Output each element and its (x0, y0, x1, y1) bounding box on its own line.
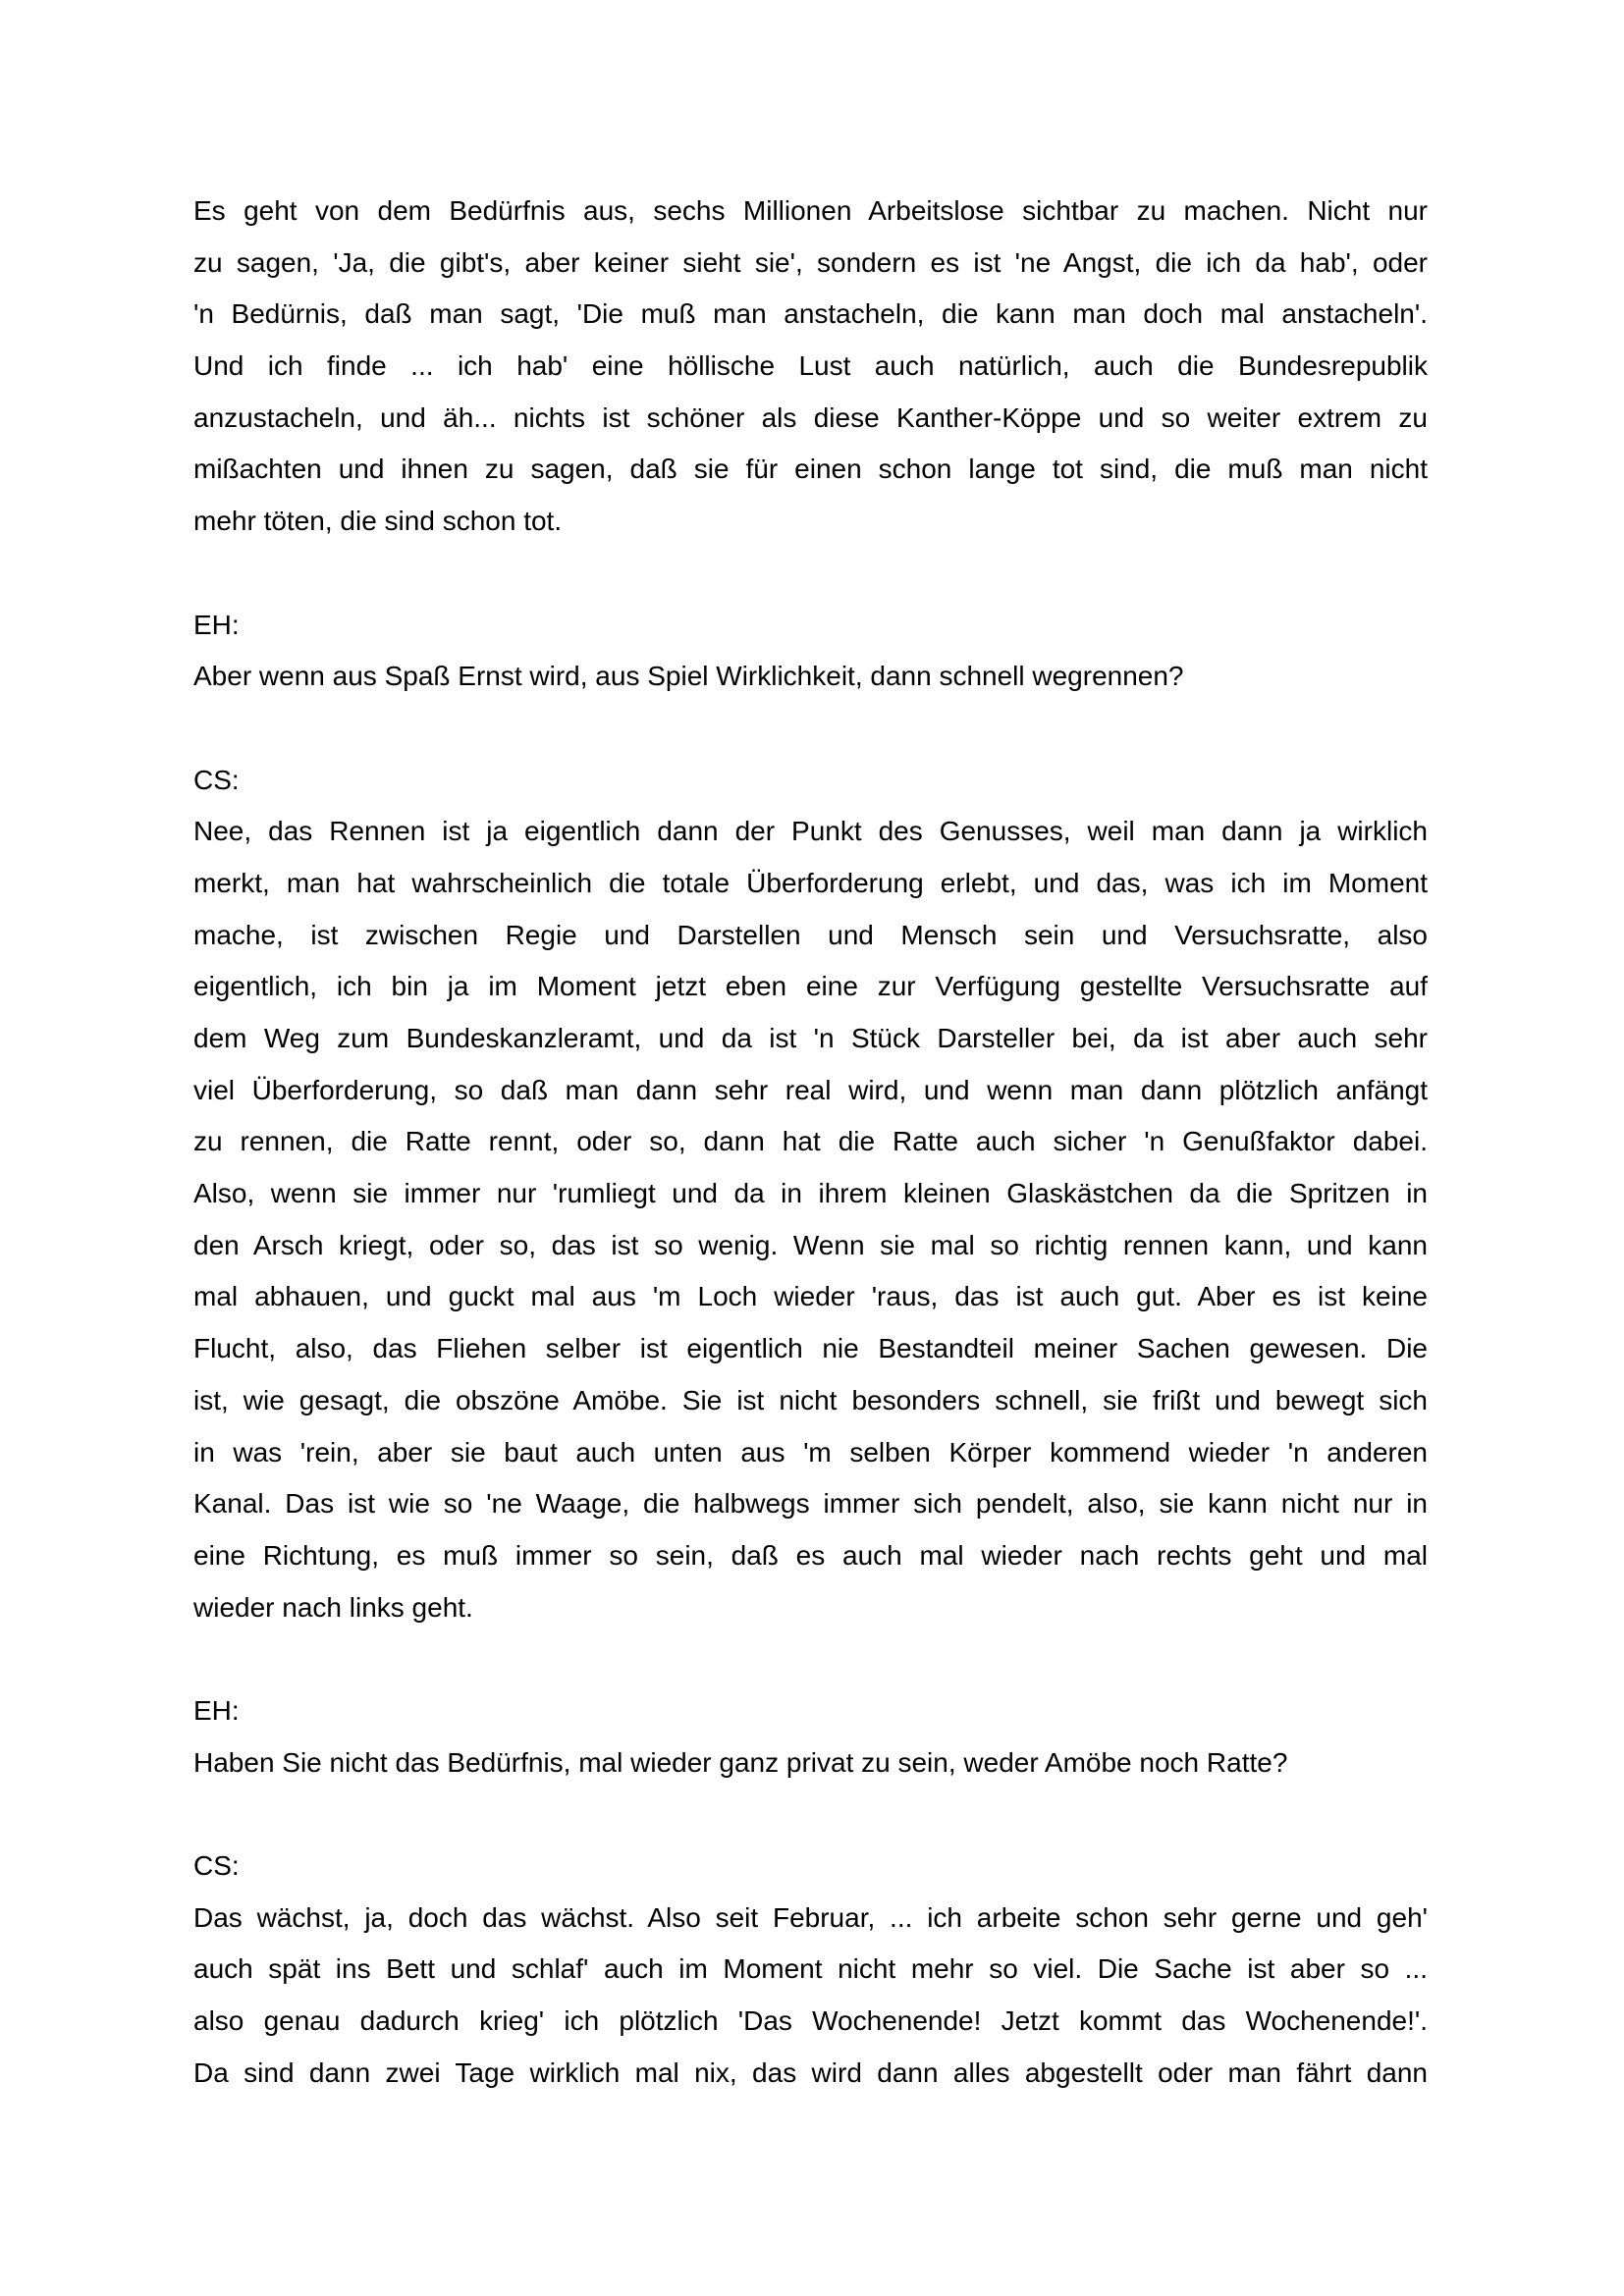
paragraph-spacer (193, 1789, 1428, 1841)
text-line: zu sagen, 'Ja, die gibt's, aber keiner sieht sie', sondern es ist 'ne Angst, die ich da hab', oder (193, 246, 1428, 278)
speaker-label: CS: (193, 1850, 240, 1881)
text-line: mehr töten, die sind schon tot. (193, 506, 563, 537)
text-line: Nee, das Rennen ist ja eigentlich dann der Punkt des Genusses, weil man dann ja wirklich (193, 816, 1428, 847)
text-line: Und ich finde ... ich hab' eine höllische Lust auch natürlich, auch die Bundesrepublik (193, 350, 1428, 382)
text-line: viel Überforderung, so daß man dann sehr real wird, und wenn man dann plötzlich anfängt (193, 1074, 1428, 1105)
text-line: Da sind dann zwei Tage wirklich mal nix, das wird dann alles abgestellt oder man fährt dann (193, 2056, 1428, 2088)
text-line: Flucht, also, das Fliehen selber ist eigentlich nie Bestandteil meiner Sachen gewesen. Die (193, 1333, 1428, 1364)
paragraph-spacer (193, 703, 1428, 755)
speaker-turn-eh (193, 600, 1428, 703)
text-line: merkt, man hat wahrscheinlich die totale Überforderung erlebt, und das, was ich im Moment (193, 867, 1428, 898)
paragraph-intro (193, 186, 1428, 548)
text-line: mißachten und ihnen zu sagen, daß sie für einen schon lange tot sind, die muß man nicht (193, 454, 1428, 485)
speaker-label: CS: (193, 764, 240, 795)
speaker-turn-cs (193, 1841, 1428, 2099)
text-line: also genau dadurch krieg' ich plötzlich 'Das Wochenende! Jetzt kommt das Wochenende!'. (193, 2005, 1428, 2037)
text-line: den Arsch kriegt, oder so, das ist so wenig. Wenn sie mal so richtig rennen kann, und kann (193, 1229, 1428, 1260)
text-line: ist, wie gesagt, die obszöne Amöbe. Sie ist nicht besonders schnell, sie frißt und bewegt sich (193, 1384, 1428, 1415)
text-line: dem Weg zum Bundeskanzleramt, und da ist 'n Stück Darsteller bei, da ist aber auch sehr (193, 1023, 1428, 1053)
text-line: anzustacheln, und äh... nichts ist schöner als diese Kanther-Köppe und so weiter extrem zu (193, 401, 1428, 433)
speaker-turn-eh (193, 1685, 1428, 1789)
text-line: Kanal. Das ist wie so 'ne Waage, die halbwegs immer sich pendelt, also, sie kann nicht nur in (193, 1488, 1428, 1520)
speaker-label: EH: (193, 1694, 240, 1726)
text-line: mal abhauen, und guckt mal aus 'm Loch wieder 'raus, das ist auch gut. Aber es ist keine (193, 1281, 1428, 1312)
paragraph-spacer (193, 1633, 1428, 1685)
text-line: Es geht von dem Bedürfnis aus, sechs Millionen Arbeitslose sichtbar zu machen. Nicht nur (193, 195, 1428, 226)
text-line: Das wächst, ja, doch das wächst. Also seit Februar, ... ich arbeite schon sehr gerne und geh' (193, 1901, 1428, 1933)
document-page (193, 186, 1428, 2099)
text-line: auch spät ins Bett und schlaf' auch im Moment nicht mehr so viel. Die Sache ist aber so ... (193, 1953, 1428, 1985)
speaker-turn-cs (193, 755, 1428, 1634)
text-line: wieder nach links geht. (193, 1591, 473, 1623)
text-line: 'n Bedürnis, daß man sagt, 'Die muß man anstacheln, die kann man doch mal anstacheln'. (193, 298, 1428, 330)
text-line: eigentlich, ich bin ja im Moment jetzt eben eine zur Verfügung gestellte Versuchsratte auf (193, 971, 1428, 1002)
text-line: Haben Sie nicht das Bedürfnis, mal wieder ganz privat zu sein, weder Amöbe noch Ratte? (193, 1746, 1288, 1778)
text-line: mache, ist zwischen Regie und Darstellen und Mensch sein und Versuchsratte, also (193, 919, 1428, 950)
text-line: eine Richtung, es muß immer so sein, daß es auch mal wieder nach rechts geht und mal (193, 1539, 1428, 1571)
speaker-label: EH: (193, 609, 240, 640)
text-line: Also, wenn sie immer nur 'rumliegt und da in ihrem kleinen Glaskästchen da die Spritzen in (193, 1178, 1428, 1209)
text-line: in was 'rein, aber sie baut auch unten aus 'm selben Körper kommend wieder 'n anderen (193, 1436, 1428, 1468)
paragraph-spacer (193, 548, 1428, 600)
text-line: Aber wenn aus Spaß Ernst wird, aus Spiel Wirklichkeit, dann schnell wegrennen? (193, 661, 1184, 692)
text-line: zu rennen, die Ratte rennt, oder so, dann hat die Ratte auch sicher 'n Genußfaktor dabei. (193, 1126, 1428, 1157)
